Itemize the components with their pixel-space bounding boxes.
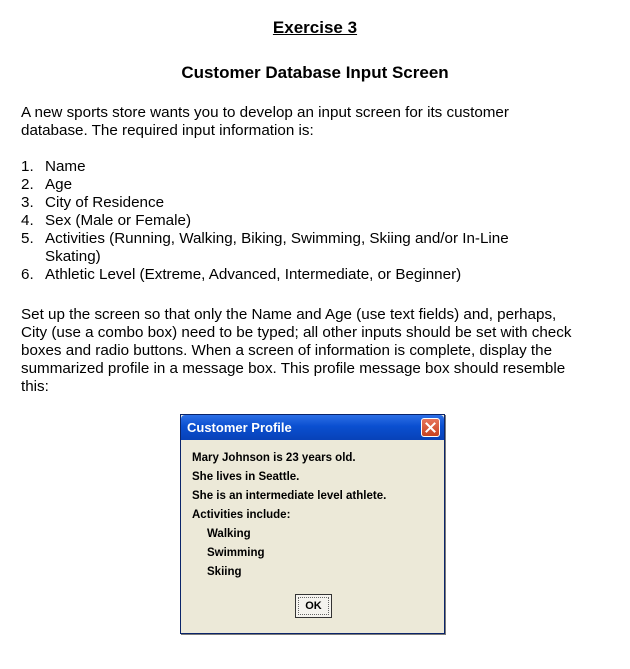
list-number: 6. [21,266,34,283]
list-number: 3. [21,194,34,211]
requirements-list [21,158,611,284]
list-text-line: Activities (Running, Walking, Biking, Swimming, Skiing and/or In-Line [45,230,509,247]
intro-line: A new sports store wants you to develop an input screen for its customer [21,104,509,121]
list-item [21,212,611,230]
document-subtitle: Customer Database Input Screen [181,63,449,82]
profile-level-line: She is an intermediate level athlete. [192,490,387,502]
dialog-message [181,440,444,582]
close-button[interactable] [421,418,440,437]
customer-profile-dialog [180,414,445,634]
instructions-line: Set up the screen so that only the Name and Age (use text fields) and, perhaps, [21,306,557,323]
list-text: City of Residence [45,194,165,211]
list-text [45,230,611,266]
list-text: Sex (Male or Female) [45,212,192,229]
list-text: Name [45,158,86,175]
instructions-line: City (use a combo box) need to be typed; all other inputs should be set with check [21,324,572,341]
list-item [21,194,611,212]
list-text: Age [45,176,73,193]
activity-item: Walking [207,528,251,540]
activities-header: Activities include: [192,509,291,521]
list-item [21,266,611,284]
instructions-paragraph [21,306,611,396]
profile-age-line: Mary Johnson is 23 years old. [192,452,356,464]
intro-paragraph [21,104,611,140]
exercise-title: Exercise 3 [272,18,358,37]
intro-line: database. The required input information is: [21,122,314,139]
instructions-line: this: [21,378,49,395]
list-item [21,176,611,194]
list-text: Athletic Level (Extreme, Advanced, Intermediate, or Beginner) [45,266,462,283]
instructions-line: summarized profile in a message box. This profile message box should resemble [21,360,566,377]
list-number: 1. [21,158,34,175]
list-item [21,158,611,176]
list-number: 5. [21,230,34,247]
list-item [21,230,611,266]
profile-city-line: She lives in Seattle. [192,471,300,483]
dialog-titlebar[interactable] [181,415,444,440]
close-icon [422,419,439,436]
list-number: 2. [21,176,34,193]
dialog-title: Customer Profile [187,420,292,435]
instructions-line: boxes and radio buttons. When a screen of information is complete, display the [21,342,553,359]
activity-item: Skiing [207,566,242,578]
activity-item: Swimming [207,547,265,559]
ok-button[interactable]: OK [295,594,332,618]
list-number: 4. [21,212,34,229]
list-text-line: Skating) [45,248,101,265]
